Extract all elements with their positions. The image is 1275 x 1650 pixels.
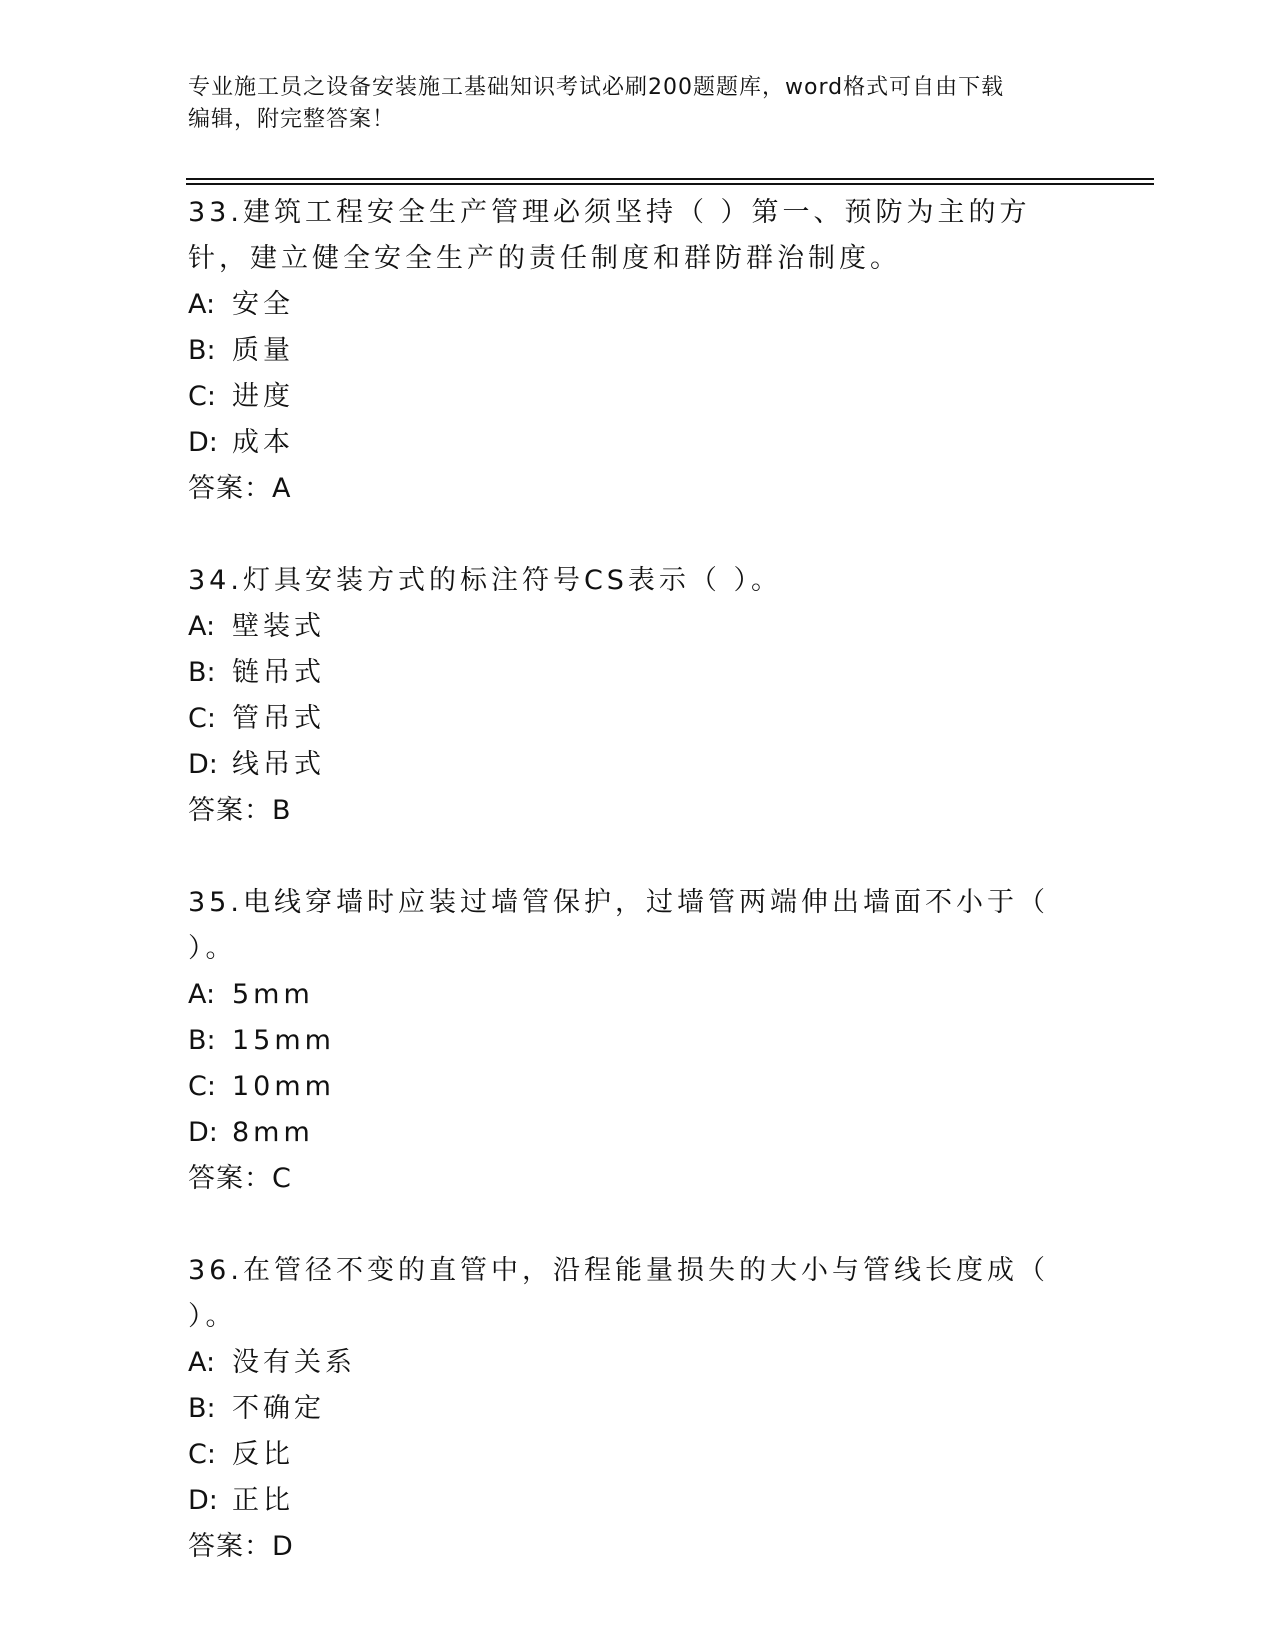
question-stem: 34.灯具安装方式的标注符号CS表示（ ）。	[188, 565, 783, 596]
option-key: A:	[188, 611, 216, 642]
option-text: 成本	[232, 427, 294, 458]
option-key: A:	[188, 289, 216, 320]
option-text: 5mm	[232, 979, 314, 1010]
option-text: 壁装式	[232, 611, 325, 642]
option-key: D:	[188, 1117, 218, 1148]
document-header	[188, 72, 1068, 136]
option-text: 10mm	[232, 1071, 335, 1102]
option-key: C:	[188, 381, 216, 412]
option-key: B:	[188, 1025, 216, 1056]
option-a	[188, 1340, 1088, 1386]
option-text: 质量	[232, 335, 294, 366]
option-b	[188, 1018, 1088, 1064]
option-key: B:	[188, 335, 216, 366]
question-33	[188, 190, 1088, 512]
option-key: C:	[188, 1439, 216, 1470]
option-a	[188, 282, 1088, 328]
option-c	[188, 1432, 1088, 1478]
option-key: D:	[188, 427, 218, 458]
question-35	[188, 880, 1088, 1202]
option-d	[188, 742, 1088, 788]
option-b	[188, 328, 1088, 374]
header-divider-bottom	[186, 183, 1154, 185]
option-c	[188, 1064, 1088, 1110]
option-b	[188, 650, 1088, 696]
option-text: 没有关系	[232, 1347, 356, 1378]
option-a	[188, 972, 1088, 1018]
option-text: 正比	[232, 1485, 294, 1516]
option-text: 安全	[232, 289, 294, 320]
option-key: A:	[188, 979, 216, 1010]
option-d	[188, 1478, 1088, 1524]
option-d	[188, 1110, 1088, 1156]
answer-line: 答案：D	[188, 1531, 294, 1562]
option-text: 反比	[232, 1439, 294, 1470]
header-title-line-2: 编辑，附完整答案！	[188, 107, 396, 132]
question-stem: 33.建筑工程安全生产管理必须坚持（ ）第一、预防为主的方针，建立健全安全生产的责任制度和群防群治制度。	[188, 197, 1031, 274]
option-text: 不确定	[232, 1393, 325, 1424]
answer-line: 答案：C	[188, 1163, 292, 1194]
option-text: 进度	[232, 381, 294, 412]
option-text: 15mm	[232, 1025, 335, 1056]
option-key: D:	[188, 1485, 218, 1516]
question-36	[188, 1248, 1088, 1570]
question-stem: 36.在管径不变的直管中，沿程能量损失的大小与管线长度成（ ）。	[188, 1255, 1049, 1332]
option-text: 管吊式	[232, 703, 325, 734]
option-key: B:	[188, 1393, 216, 1424]
answer-line: 答案：A	[188, 473, 292, 504]
option-key: B:	[188, 657, 216, 688]
header-title-line-1: 专业施工员之设备安装施工基础知识考试必刷200题题库，word格式可自由下载	[188, 75, 1005, 100]
option-c	[188, 374, 1088, 420]
option-text: 8mm	[232, 1117, 314, 1148]
option-key: D:	[188, 749, 218, 780]
option-d	[188, 420, 1088, 466]
option-key: C:	[188, 1071, 216, 1102]
question-list	[188, 190, 1088, 1616]
option-key: A:	[188, 1347, 216, 1378]
question-stem: 35.电线穿墙时应装过墙管保护，过墙管两端伸出墙面不小于（ ）。	[188, 887, 1049, 964]
option-b	[188, 1386, 1088, 1432]
answer-line: 答案：B	[188, 795, 292, 826]
option-text: 线吊式	[232, 749, 325, 780]
option-a	[188, 604, 1088, 650]
option-text: 链吊式	[232, 657, 325, 688]
question-34	[188, 558, 1088, 834]
option-c	[188, 696, 1088, 742]
option-key: C:	[188, 703, 216, 734]
header-divider-top	[186, 178, 1154, 180]
